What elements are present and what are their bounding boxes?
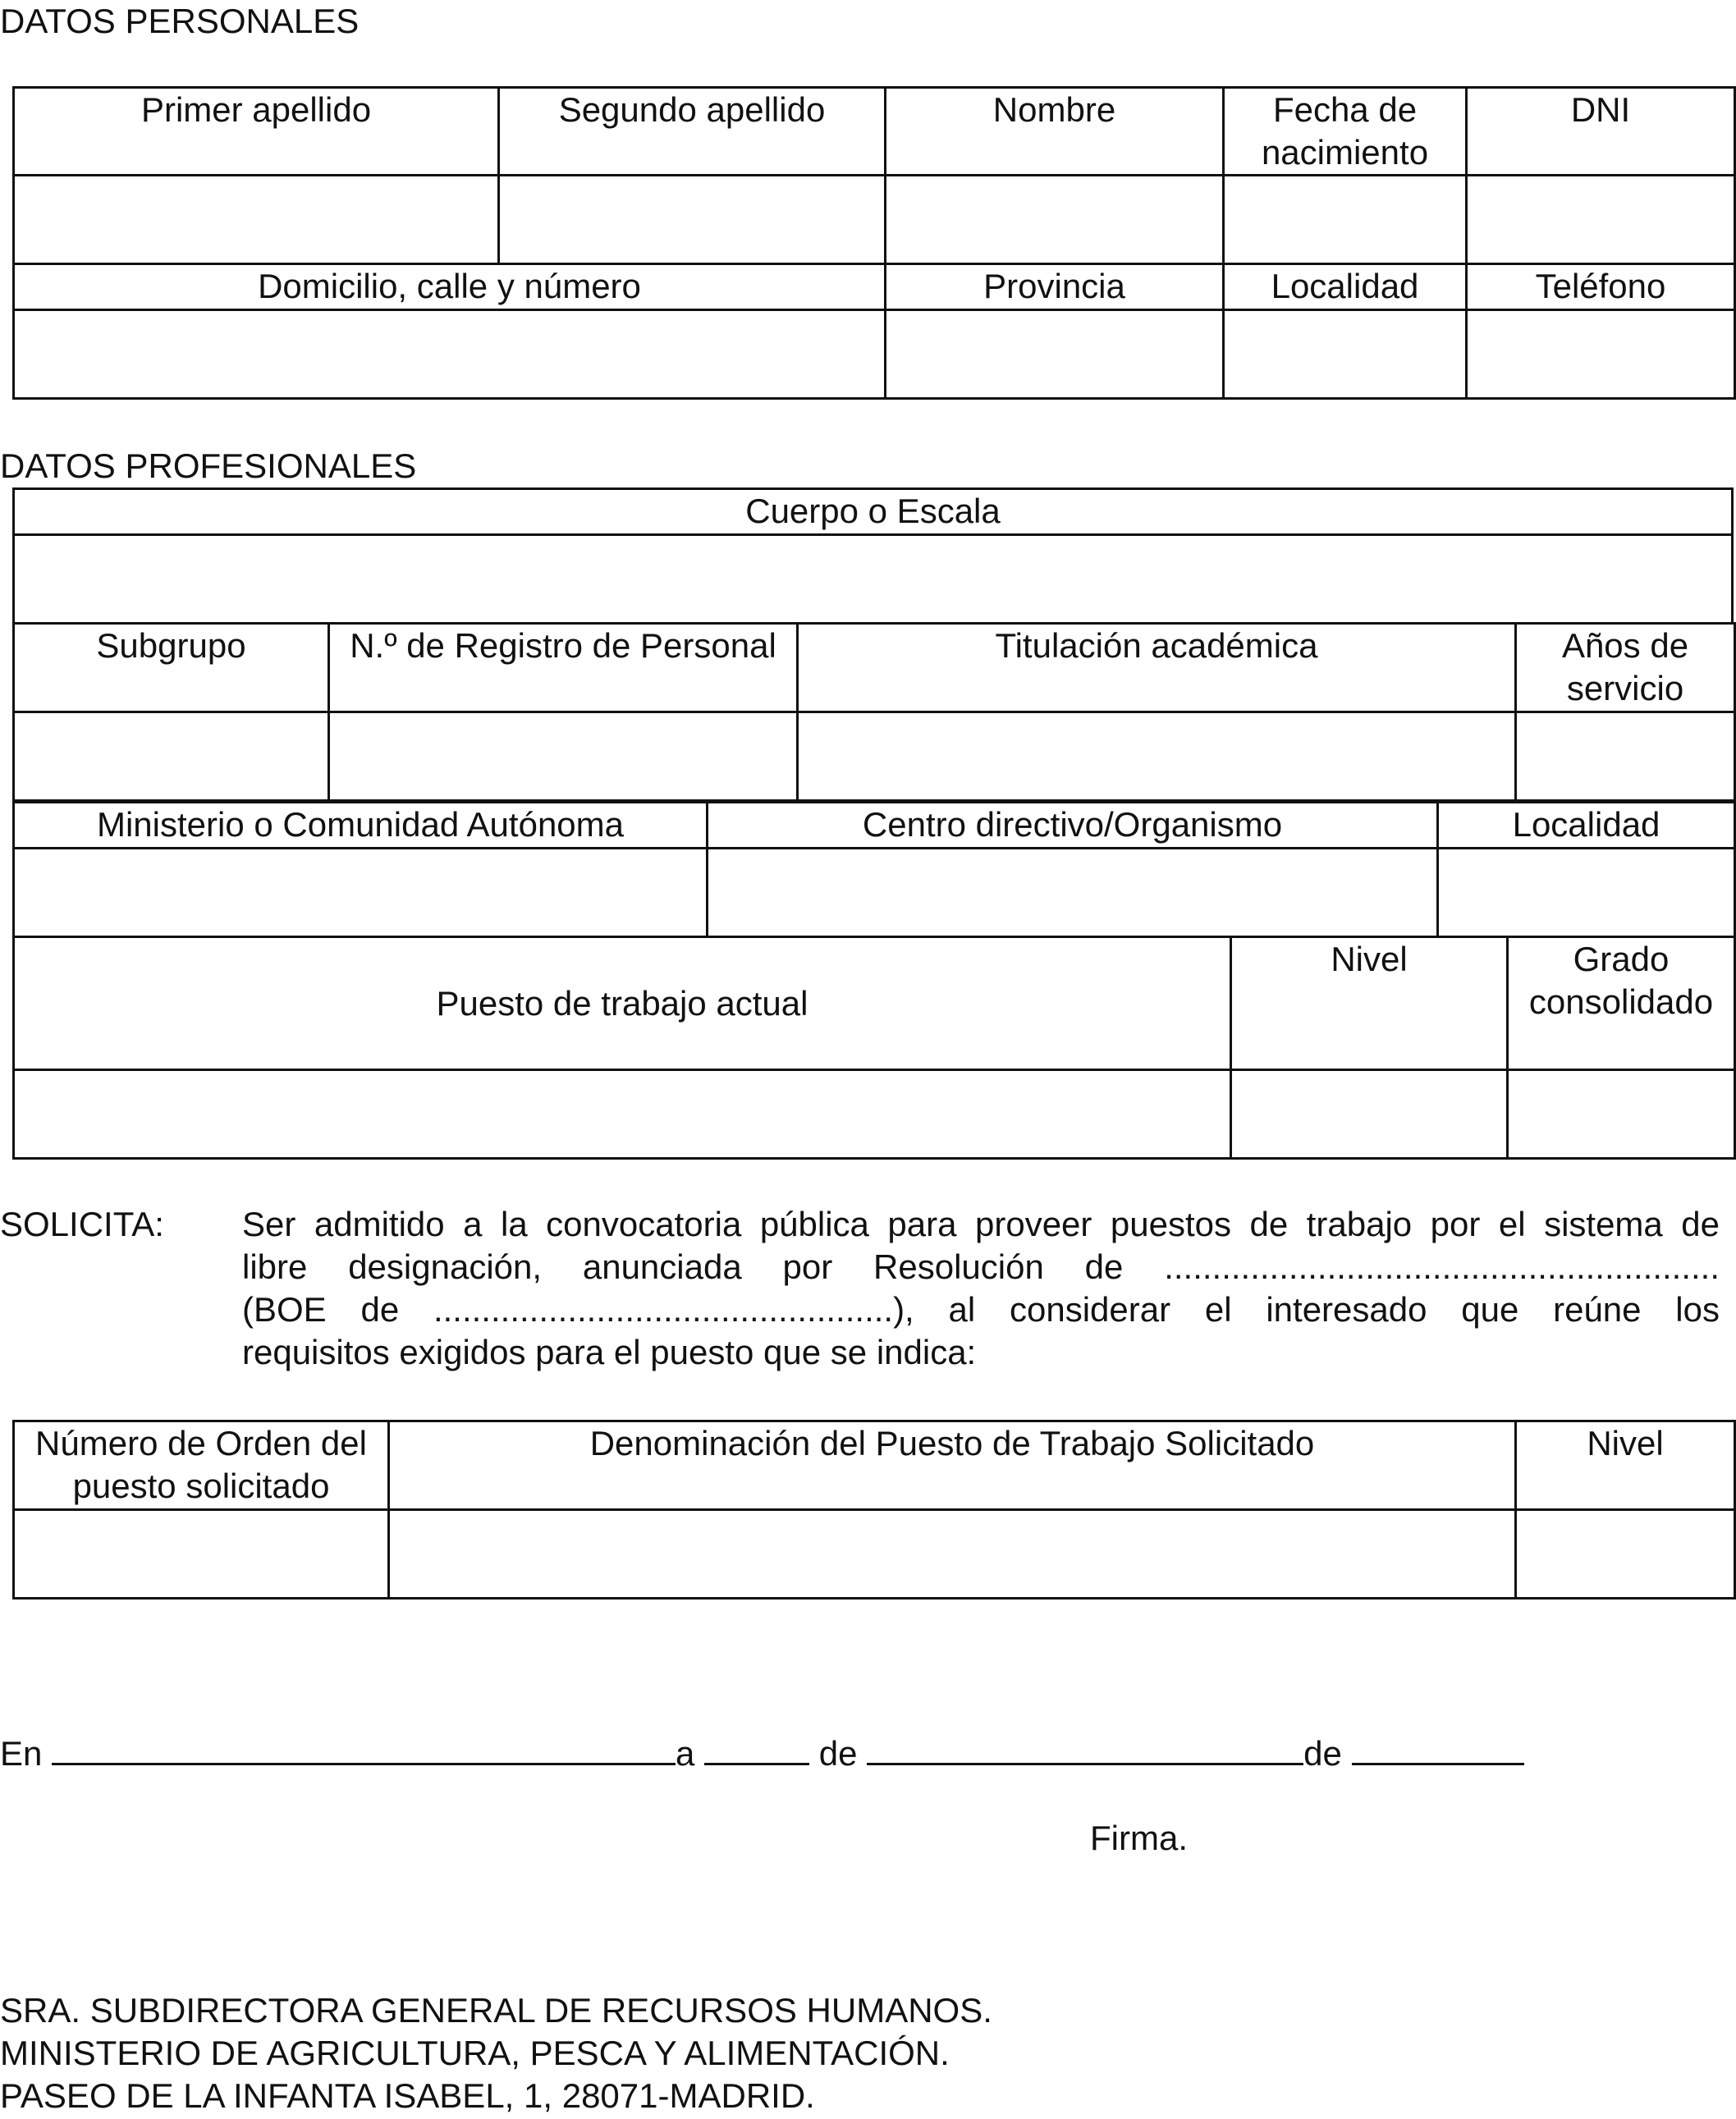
professional-puesto-table: [12, 936, 1736, 1160]
field-puesto-actual[interactable]: [14, 1070, 1231, 1159]
header-primer-apellido: Primer apellido: [14, 88, 499, 176]
header-grado-consolidado: Grado consolidado: [1508, 937, 1735, 1070]
header-nivel-solicitado: Nivel: [1516, 1421, 1735, 1510]
field-ministerio[interactable]: [14, 849, 708, 937]
field-domicilio[interactable]: [14, 310, 886, 399]
firma-label: Firma.: [1090, 1819, 1188, 1857]
header-titulacion: Titulación académica: [798, 624, 1516, 712]
date-a-label: a: [676, 1734, 695, 1773]
field-primer-apellido[interactable]: [14, 176, 499, 264]
solicita-line-2: libre designación, anunciada por Resolución de ..........................................................: [242, 1247, 1720, 1286]
field-telefono[interactable]: [1467, 310, 1735, 399]
solicita-line-4: requisitos exigidos para el puesto que se indica:: [242, 1333, 977, 1371]
field-dni[interactable]: [1467, 176, 1735, 264]
professional-cuerpo-table: [12, 487, 1734, 625]
requested-position-table: [12, 1420, 1736, 1600]
header-provincia: Provincia: [886, 264, 1224, 310]
section-title-datos-personales: DATOS PERSONALES: [0, 2, 360, 40]
date-en-label: En: [0, 1734, 43, 1773]
header-segundo-apellido: Segundo apellido: [499, 88, 886, 176]
field-titulacion[interactable]: [798, 712, 1516, 801]
header-nivel-actual: Nivel: [1231, 937, 1508, 1070]
header-subgrupo: Subgrupo: [14, 624, 329, 712]
field-cuerpo-escala[interactable]: [14, 535, 1733, 624]
header-telefono: Teléfono: [1467, 264, 1735, 310]
field-dia[interactable]: [704, 1730, 809, 1765]
header-fecha-nacimiento: Fecha de nacimiento: [1224, 88, 1467, 176]
solicita-text: [242, 1203, 1720, 1374]
header-numero-orden: Número de Orden del puesto solicitado: [14, 1421, 389, 1510]
professional-subgrupo-table: [12, 622, 1736, 802]
field-numero-orden[interactable]: [14, 1510, 389, 1599]
section-title-datos-profesionales: DATOS PROFESIONALES: [0, 446, 417, 485]
field-denominacion-puesto[interactable]: [389, 1510, 1516, 1599]
field-provincia[interactable]: [886, 310, 1224, 399]
header-ministerio: Ministerio o Comunidad Autónoma: [14, 803, 708, 849]
date-place-line: [0, 1730, 1524, 1775]
recipient-line-1: SRA. SUBDIRECTORA GENERAL DE RECURSOS HUMANOS.: [0, 1991, 992, 2030]
header-registro-personal: N.º de Registro de Personal: [329, 624, 798, 712]
header-anos-servicio: Años de servicio: [1516, 624, 1735, 712]
date-de-label-2: de: [1303, 1734, 1342, 1773]
field-fecha-nacimiento[interactable]: [1224, 176, 1467, 264]
field-ano[interactable]: [1352, 1730, 1524, 1765]
recipient-line-2: MINISTERIO DE AGRICULTURA, PESCA Y ALIMENTACIÓN.: [0, 2034, 950, 2072]
solicita-line-1: Ser admitido a la convocatoria pública para proveer puestos de trabajo por el sistema de: [242, 1205, 1720, 1243]
field-nivel-actual[interactable]: [1231, 1070, 1508, 1159]
field-lugar[interactable]: [52, 1730, 676, 1765]
header-denominacion-puesto: Denominación del Puesto de Trabajo Solicitado: [389, 1421, 1516, 1510]
field-localidad[interactable]: [1224, 310, 1467, 399]
date-de-label-1: de: [818, 1734, 858, 1773]
solicita-line-3: (BOE de ................................................), al considerar el interesado que reúne los: [242, 1290, 1720, 1329]
field-registro-personal[interactable]: [329, 712, 798, 801]
field-nivel-solicitado[interactable]: [1516, 1510, 1735, 1599]
field-grado-consolidado[interactable]: [1508, 1070, 1735, 1159]
personal-data-table: [12, 86, 1736, 400]
header-dni: DNI: [1467, 88, 1735, 176]
field-localidad-profesional[interactable]: [1438, 849, 1735, 937]
recipient-line-3: PASEO DE LA INFANTA ISABEL, 1, 28071-MADRID.: [0, 2076, 815, 2115]
field-anos-servicio[interactable]: [1516, 712, 1735, 801]
header-cuerpo-escala: Cuerpo o Escala: [14, 489, 1733, 535]
header-nombre: Nombre: [886, 88, 1224, 176]
header-localidad: Localidad: [1224, 264, 1467, 310]
professional-ministerio-table: [12, 801, 1736, 938]
header-localidad-profesional: Localidad: [1438, 803, 1735, 849]
solicita-label: SOLICITA:: [0, 1205, 164, 1243]
field-centro-directivo[interactable]: [708, 849, 1438, 937]
header-puesto-actual: Puesto de trabajo actual: [14, 937, 1231, 1070]
header-domicilio: Domicilio, calle y número: [14, 264, 886, 310]
field-segundo-apellido[interactable]: [499, 176, 886, 264]
field-mes[interactable]: [867, 1730, 1303, 1765]
field-subgrupo[interactable]: [14, 712, 329, 801]
header-centro-directivo: Centro directivo/Organismo: [708, 803, 1438, 849]
field-nombre[interactable]: [886, 176, 1224, 264]
